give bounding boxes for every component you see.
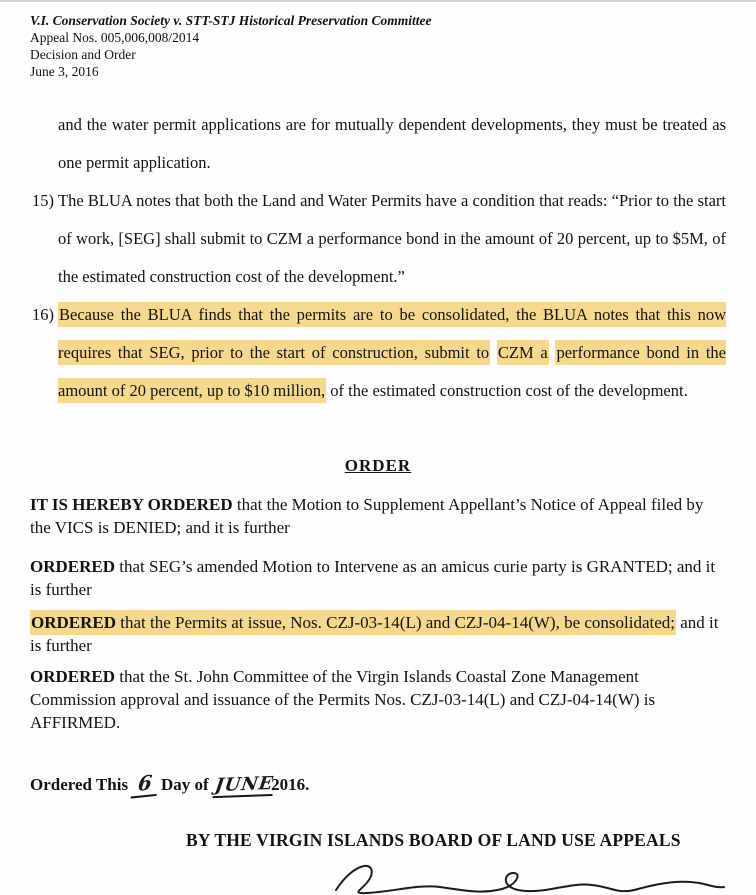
- dated-prefix: Ordered This: [30, 775, 129, 794]
- order-paragraph-2: [30, 555, 726, 601]
- dated-year: 2016.: [271, 775, 310, 794]
- board-by-line: BY THE VIRGIN ISLANDS BOARD OF LAND USE APPEALS: [186, 830, 681, 850]
- paragraph-number: 15): [32, 191, 54, 210]
- finding-text: of the estimated construction cost of the development.: [326, 381, 688, 400]
- highlighted-text: [30, 610, 676, 635]
- ordered-lead: ORDERED: [30, 667, 116, 686]
- finding-text: [490, 343, 497, 362]
- finding-text: and the water permit applications are for mutually dependent developments, they must be treated as one permit application.: [58, 115, 726, 172]
- ordered-lead: IT IS HEREBY ORDERED: [30, 495, 233, 514]
- finding-text: The BLUA notes that both the Land and Water Permits have a condition that reads: “Prior to the start of work, [SEG] shall submit to CZM a performance bond in the amount of 20 percent, up to $5M, of the estimated construction cost of the development.”: [58, 191, 726, 286]
- highlighted-text: CZM a: [497, 340, 549, 365]
- handwritten-month: JUNE: [212, 773, 276, 798]
- order-heading: [30, 456, 726, 476]
- paragraph-number: 16): [32, 305, 54, 324]
- scan-edge-artifact: [0, 0, 756, 2]
- handwritten-day: 6: [131, 769, 160, 798]
- order-text: that SEG’s amended Motion to Intervene as an amicus curie party is GRANTED; and it is further: [30, 557, 716, 599]
- highlighted-text: performance bond in the amount of 20 percent, up to $10 million,: [58, 340, 726, 403]
- signature: [330, 856, 730, 895]
- decision-date: June 3, 2016: [30, 64, 99, 79]
- dated-middle: Day of: [161, 775, 209, 794]
- ordered-lead: ORDERED: [30, 557, 116, 576]
- finding-15: [30, 182, 726, 296]
- ordered-lead: ORDERED: [31, 613, 117, 632]
- running-header: [30, 12, 726, 80]
- order-text: that the Motion to Supplement Appellant’s Notice of Appeal filed by the VICS is DENIED; and it is further: [30, 495, 704, 537]
- highlighted-text: Because the BLUA finds that the permits are to be consolidated, the BLUA notes that this now requires that SEG, prior to the start of construction, submit to: [58, 302, 726, 365]
- order-paragraph-1: [30, 493, 726, 539]
- order-text: and it is further: [30, 613, 719, 655]
- document-type-line: Decision and Order: [30, 47, 136, 62]
- order-text: that the Permits at issue, Nos. CZJ-03-14(L) and CZJ-04-14(W), be consolidated;: [116, 613, 676, 632]
- order-heading-text: ORDER: [344, 456, 412, 475]
- dated-line: [30, 771, 726, 797]
- finding-16: [30, 296, 726, 410]
- order-paragraph-4: [30, 665, 726, 734]
- order-text: that the St. John Committee of the Virgin Islands Coastal Zone Management Commission approval and issuance of the Permits Nos. CZJ-03-14(L) and CZJ-04-14(W) is AFFIRMED.: [30, 667, 656, 732]
- finding-continuation: [30, 106, 726, 182]
- order-paragraph-3: [30, 611, 726, 657]
- case-caption: V.I. Conservation Society v. STT-STJ Historical Preservation Committee: [30, 13, 432, 28]
- findings-section: [30, 106, 726, 410]
- appeal-numbers: Appeal Nos. 005,006,008/2014: [30, 30, 200, 45]
